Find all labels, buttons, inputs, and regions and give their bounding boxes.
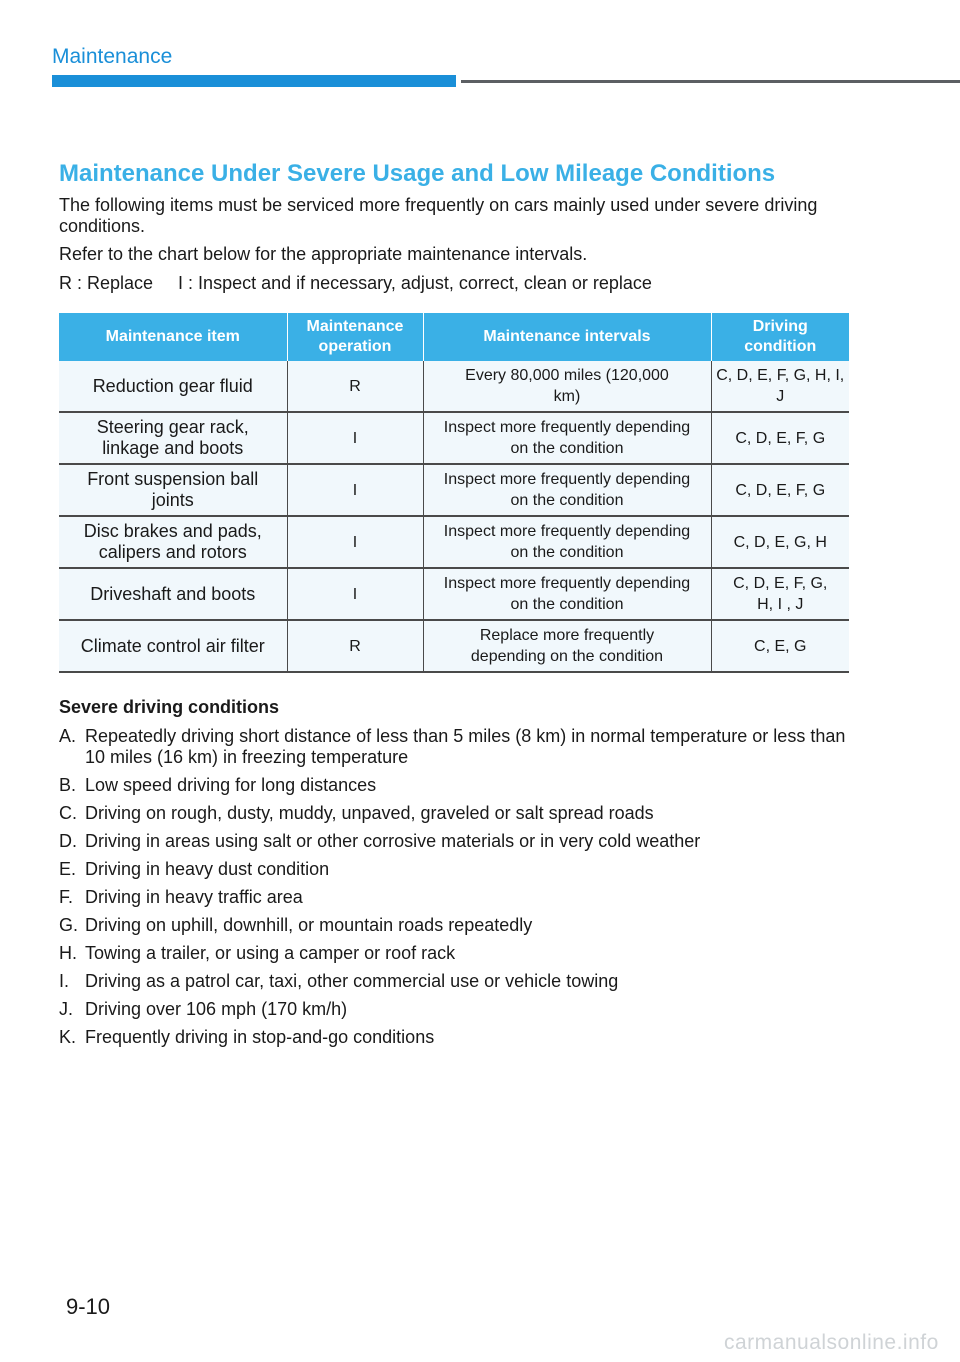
table-row — [59, 361, 849, 412]
header-accent-bar — [52, 75, 456, 87]
row-item: Front suspension ball joints — [59, 464, 287, 516]
list-item — [59, 831, 849, 852]
column-header-intervals: Maintenance intervals — [423, 313, 711, 361]
row-item: Driveshaft and boots — [59, 568, 287, 620]
row-operation: I — [287, 568, 423, 620]
column-header-operation: Maintenance operation — [287, 313, 423, 361]
legend-line: R : Replace I : Inspect and if necessary, adjust, correct, clean or replace — [59, 273, 652, 293]
conditions-list — [59, 726, 849, 1055]
row-interval: Inspect more frequently depending on the condition — [423, 568, 711, 620]
intro-paragraph-1: The following items must be serviced more frequently on cars mainly used under severe driving conditions. — [59, 195, 818, 236]
watermark: carmanualsonline.info — [724, 1331, 939, 1354]
list-item — [59, 887, 849, 908]
row-interval: Inspect more frequently depending on the condition — [423, 516, 711, 568]
row-interval: Every 80,000 miles (120,000 km) — [423, 361, 711, 412]
item-letter: K. — [59, 1027, 77, 1047]
item-text: Driving as a patrol car, taxi, other commercial use or vehicle towing — [85, 971, 619, 991]
item-text: Driving in heavy traffic area — [85, 887, 303, 907]
maintenance-table — [59, 313, 849, 673]
item-text: Driving in heavy dust condition — [85, 859, 330, 879]
row-conditions: C, E, G — [711, 620, 849, 672]
list-item — [59, 999, 849, 1020]
row-item: Reduction gear fluid — [59, 361, 287, 412]
row-operation: I — [287, 412, 423, 464]
item-letter: J. — [59, 999, 74, 1019]
column-header-item: Maintenance item — [59, 313, 287, 361]
row-operation: R — [287, 620, 423, 672]
item-text: Driving over 106 mph (170 km/h) — [85, 999, 348, 1019]
item-text: Driving in areas using salt or other corrosive materials or in very cold weather — [85, 831, 701, 851]
row-item: Climate control air filter — [59, 620, 287, 672]
item-text: Towing a trailer, or using a camper or roof rack — [85, 943, 456, 963]
item-letter: A. — [59, 726, 77, 746]
list-item — [59, 803, 849, 824]
item-letter: D. — [59, 831, 77, 851]
list-item — [59, 1027, 849, 1048]
item-letter: F. — [59, 887, 74, 907]
table-row — [59, 412, 849, 464]
intro-paragraph-2: Refer to the chart below for the appropriate maintenance intervals. — [59, 244, 588, 264]
row-conditions: C, D, E, G, H — [711, 516, 849, 568]
table-row — [59, 464, 849, 516]
item-letter: B. — [59, 775, 77, 795]
list-item — [59, 859, 849, 880]
column-header-condition: Driving condition — [711, 313, 849, 361]
row-interval: Inspect more frequently depending on the condition — [423, 412, 711, 464]
item-letter: H. — [59, 943, 77, 963]
table-row — [59, 516, 849, 568]
row-conditions: C, D, E, F, G, H, I , J — [711, 568, 849, 620]
list-item — [59, 915, 849, 936]
table-row — [59, 620, 849, 672]
item-text: Driving on uphill, downhill, or mountain roads repeatedly — [85, 915, 533, 935]
list-item — [59, 971, 849, 992]
table-row — [59, 568, 849, 620]
item-letter: C. — [59, 803, 77, 823]
header-rule — [461, 80, 960, 83]
item-text: Repeatedly driving short distance of less than 5 miles (8 km) in normal temperature or less than 10 miles (16 km) in freezing temperature — [85, 726, 846, 767]
row-item: Steering gear rack, linkage and boots — [59, 412, 287, 464]
item-letter: I. — [59, 971, 70, 991]
row-interval: Replace more frequently depending on the condition — [423, 620, 711, 672]
row-operation: R — [287, 361, 423, 412]
row-conditions: C, D, E, F, G, H, I, J — [711, 361, 849, 412]
row-item: Disc brakes and pads, calipers and rotors — [59, 516, 287, 568]
list-item — [59, 726, 849, 768]
conditions-title: Severe driving conditions — [59, 697, 280, 717]
list-item — [59, 775, 849, 796]
row-conditions: C, D, E, F, G — [711, 412, 849, 464]
page-title: Maintenance Under Severe Usage and Low Mileage Conditions — [59, 160, 776, 187]
item-text: Driving on rough, dusty, muddy, unpaved, graveled or salt spread roads — [85, 803, 654, 823]
table-header-row — [59, 313, 849, 361]
row-operation: I — [287, 516, 423, 568]
row-interval: Inspect more frequently depending on the condition — [423, 464, 711, 516]
row-operation: I — [287, 464, 423, 516]
list-item — [59, 943, 849, 964]
item-text: Frequently driving in stop-and-go conditions — [85, 1027, 435, 1047]
page-number: 9-10 — [66, 1294, 111, 1319]
item-letter: E. — [59, 859, 77, 879]
row-conditions: C, D, E, F, G — [711, 464, 849, 516]
item-text: Low speed driving for long distances — [85, 775, 377, 795]
item-letter: G. — [59, 915, 79, 935]
section-label: Maintenance — [52, 45, 173, 68]
